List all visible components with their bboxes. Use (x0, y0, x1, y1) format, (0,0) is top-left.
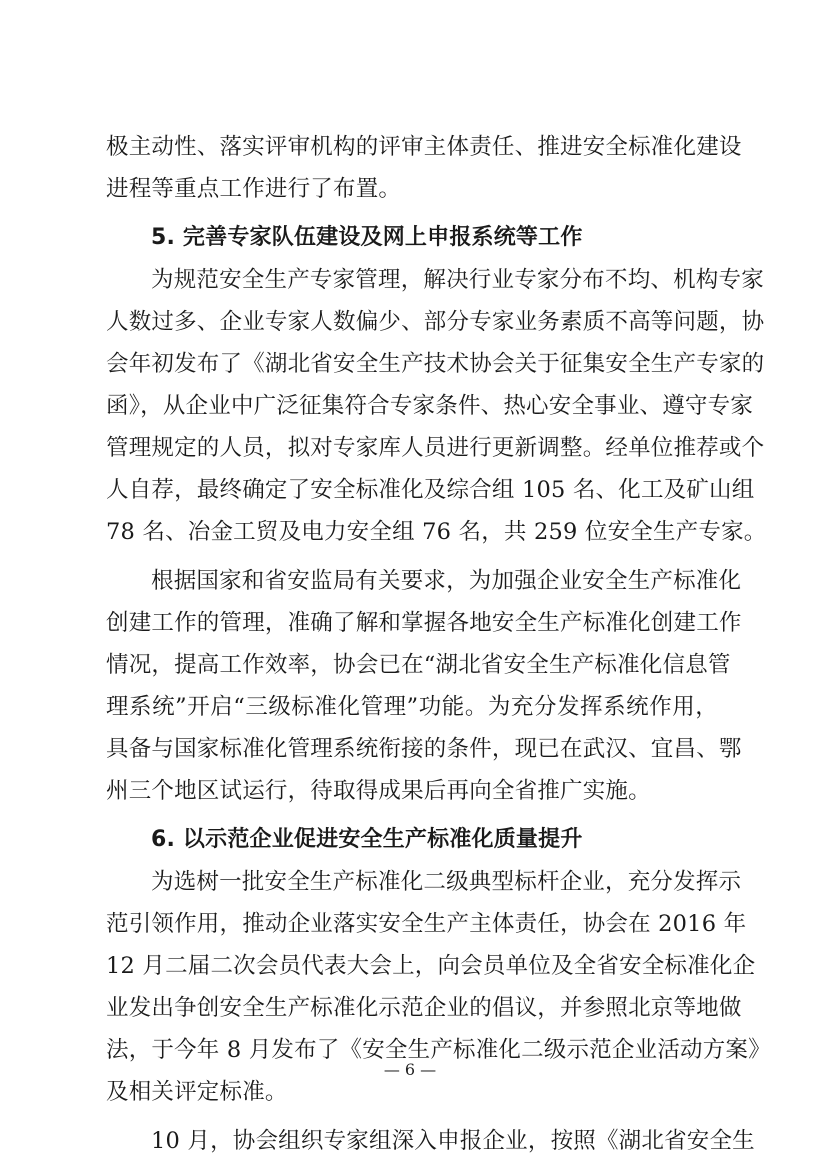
body-text (106, 126, 771, 1162)
text-line: 法，于今年 8 月发布了《安全生产标准化二级示范企业活动方案》 (106, 1037, 771, 1063)
page-number: — 6 — (383, 1060, 437, 1079)
paragraph-first-line: 为选树一批安全生产标准化二级典型标杆企业，充分发挥示 (151, 869, 742, 895)
text-line: 业发出争创安全生产标准化示范企业的倡议，并参照北京等地做 (106, 995, 742, 1021)
paragraph-first-line: 为规范安全生产专家管理，解决行业专家分布不均、机构专家 (151, 267, 764, 293)
text-line: 具备与国家标准化管理系统衔接的条件，现已在武汉、宜昌、鄂 (106, 736, 742, 762)
text-line: 进程等重点工作进行了布置。 (106, 176, 402, 202)
text-line: 范引领作用，推动企业落实安全生产主体责任，协会在 2016 年 (106, 911, 747, 937)
text-line: 管理规定的人员，拟对专家库人员进行更新调整。经单位推荐或个 (106, 435, 765, 461)
text-line: 及相关评定标准。 (106, 1079, 288, 1105)
text-line: 78 名、冶金工贸及电力安全组 76 名，共 259 位安全生产专家。 (106, 519, 767, 545)
text-line: 12 月二届二次会员代表大会上，向会员单位及全省安全标准化企 (106, 953, 756, 979)
section-heading-5: 5. 完善专家队伍建设及网上申报系统等工作 (151, 225, 583, 250)
text-line: 函》，从企业中广泛征集符合专家条件、热心安全事业、遵守专家 (106, 393, 754, 419)
paragraph-first-line: 10 月，协会组织专家组深入申报企业，按照《湖北省安全生 (151, 1128, 755, 1154)
text-line: 情况，提高工作效率，协会已在“湖北省安全生产标准化信息管 (106, 652, 731, 678)
paragraph-first-line: 根据国家和省安监局有关要求，为加强企业安全生产标准化 (151, 568, 742, 594)
text-line: 人数过多、企业专家人数偏少、部分专家业务素质不高等问题，协 (106, 309, 765, 335)
text-line: 会年初发布了《湖北省安全生产技术协会关于征集安全生产专家的 (106, 351, 765, 377)
text-line: 州三个地区试运行，待取得成果后再向全省推广实施。 (106, 778, 651, 804)
text-line: 创建工作的管理，准确了解和掌握各地安全生产标准化创建工作 (106, 610, 742, 636)
text-line: 人自荐，最终确定了安全标准化及综合组 105 名、化工及矿山组 (106, 477, 755, 503)
text-line: 理系统”开启“三级标准化管理”功能。为充分发挥系统作用， (106, 694, 718, 720)
text-line: 极主动性、落实评审机构的评审主体责任、推进安全标准化建设 (106, 134, 742, 160)
section-heading-6: 6. 以示范企业促进安全生产标准化质量提升 (151, 827, 583, 852)
